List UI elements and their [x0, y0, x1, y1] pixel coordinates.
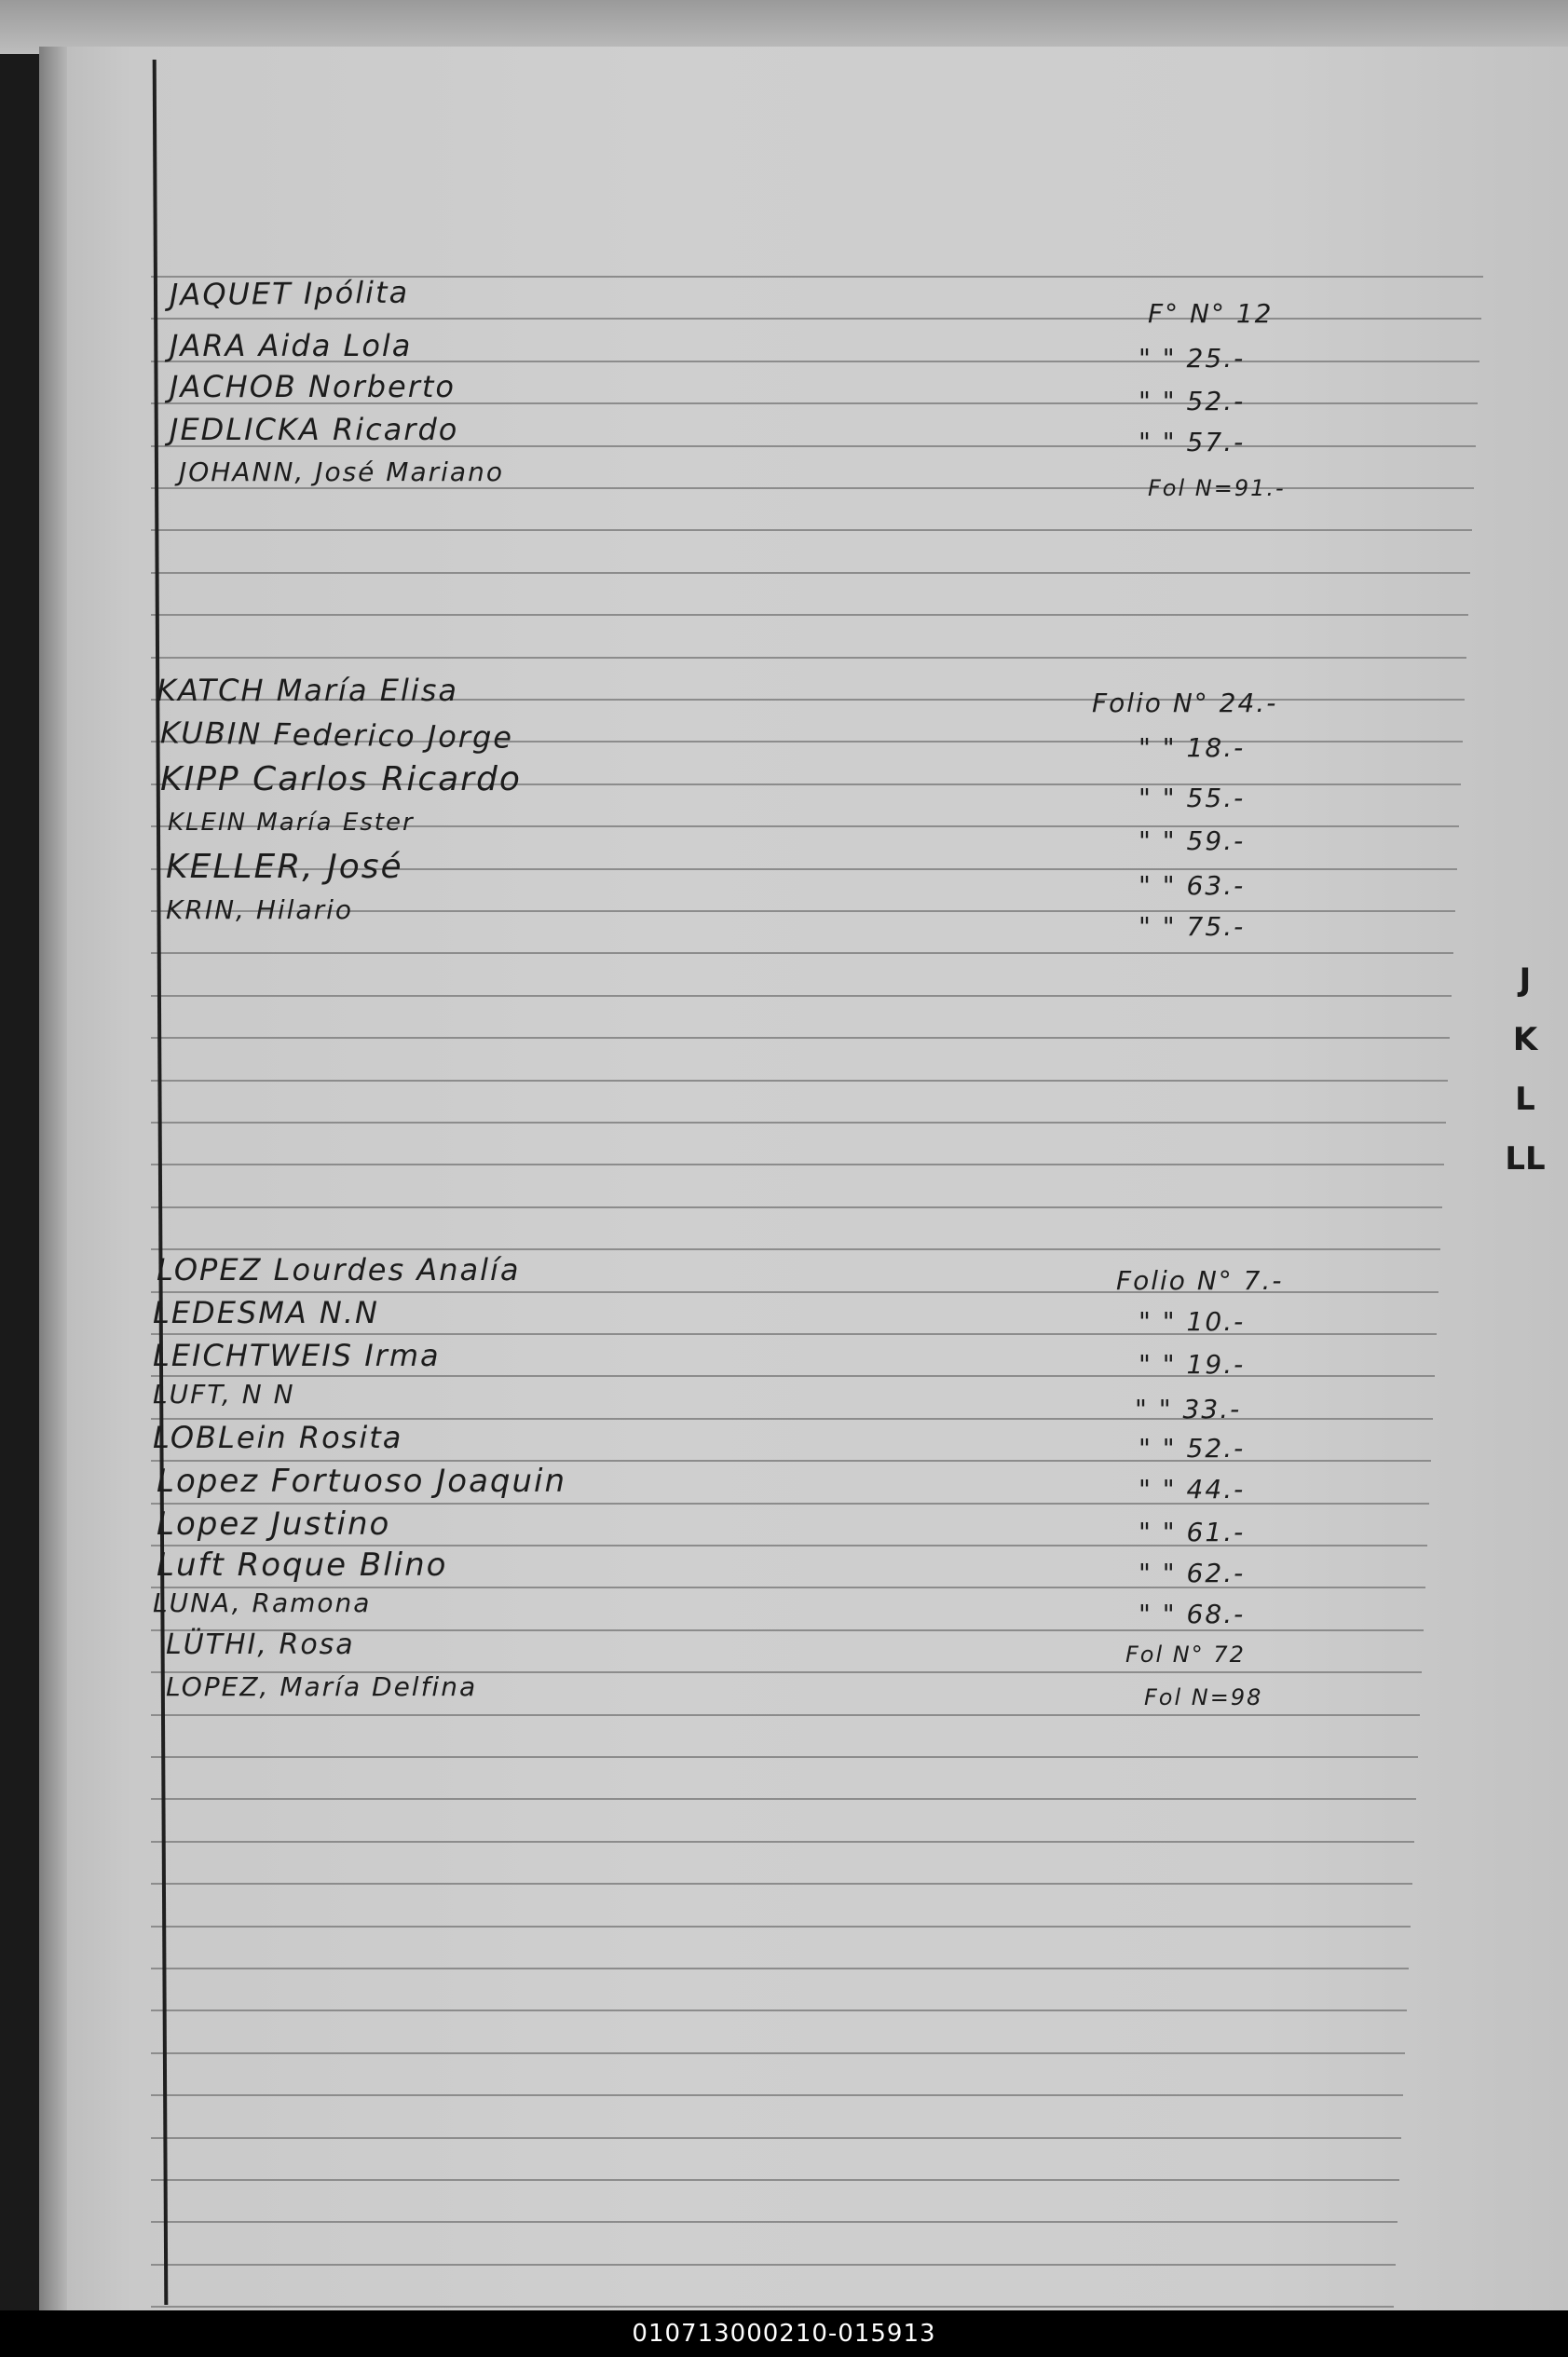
- ruled-line: [151, 614, 1468, 616]
- index-letter: J: [1519, 961, 1532, 999]
- entry-folio: " " 18.-: [1139, 732, 1246, 763]
- entry-folio: " " 59.-: [1139, 825, 1246, 856]
- entry-name: KRIN, Hilario: [166, 894, 354, 925]
- ruled-line: [151, 2052, 1405, 2054]
- ruled-line: [151, 1841, 1414, 1843]
- ruled-line: [151, 2221, 1398, 2223]
- entry-name: LÜTHI, Rosa: [166, 1628, 355, 1661]
- entry-folio: " " 57.-: [1139, 427, 1246, 457]
- entry-folio: Fol N=98: [1144, 1684, 1263, 1710]
- entry-folio: " " 25.-: [1139, 343, 1246, 374]
- entry-folio: " " 44.-: [1139, 1474, 1246, 1505]
- entry-name: JOHANN, José Mariano: [179, 456, 504, 487]
- entry-name: LEDESMA N.N: [153, 1295, 379, 1330]
- entry-name: LOPEZ Lourdes Analía: [157, 1252, 521, 1287]
- entry-folio: " " 61.-: [1139, 1517, 1246, 1547]
- entry-name: KATCH María Elisa: [157, 673, 458, 708]
- ruled-line: [151, 1926, 1411, 1928]
- entry-folio: Fol N=91.-: [1148, 475, 1286, 501]
- ruled-line: [151, 657, 1466, 659]
- entry-folio: Fol N° 72: [1125, 1642, 1246, 1668]
- ruled-line: [151, 1080, 1448, 1082]
- entry-folio: F° N° 12: [1148, 298, 1274, 329]
- index-letter: K: [1512, 1021, 1538, 1058]
- ruled-line: [151, 1206, 1442, 1208]
- ruled-line: [151, 952, 1453, 954]
- scan-id: 010713000210-015913: [0, 2310, 1568, 2357]
- spine-shadow: [39, 47, 67, 2310]
- entry-name: Luft Roque Blino: [157, 1546, 448, 1584]
- entry-folio: " " 33.-: [1135, 1394, 1242, 1424]
- ruled-line: [151, 318, 1481, 320]
- entry-folio: Folio N° 24.-: [1092, 688, 1278, 718]
- entry-name: LEICHTWEIS Irma: [153, 1338, 441, 1373]
- entry-name: KLEIN María Ester: [168, 809, 415, 837]
- ruled-line: [151, 572, 1470, 574]
- ruled-line: [151, 1122, 1446, 1124]
- ruled-line: [151, 995, 1452, 997]
- index-letter: LL: [1505, 1140, 1546, 1178]
- entry-name: KUBIN Federico Jorge: [159, 715, 514, 756]
- ledger-page: [39, 47, 1568, 2310]
- entry-folio: " " 10.-: [1139, 1306, 1246, 1337]
- entry-folio: Folio N° 7.-: [1116, 1265, 1284, 1296]
- entry-folio: " " 19.-: [1139, 1349, 1246, 1380]
- index-tab: [1493, 950, 1558, 1189]
- ruled-line: [151, 529, 1472, 531]
- entry-folio: " " 55.-: [1139, 783, 1246, 813]
- index-letter: L: [1515, 1081, 1535, 1118]
- ruled-line: [151, 1883, 1412, 1885]
- ruled-line: [151, 1714, 1420, 1716]
- ruled-line: [151, 1798, 1416, 1800]
- entry-folio: " " 75.-: [1139, 911, 1246, 942]
- entry-name: Lopez Fortuoso Joaquin: [157, 1463, 567, 1500]
- entry-name: KELLER, José: [166, 848, 403, 886]
- entry-folio: " " 62.-: [1139, 1558, 1246, 1588]
- ruled-line: [151, 2094, 1403, 2096]
- entry-name: LUNA, Ramona: [153, 1587, 372, 1618]
- ruled-line: [151, 2264, 1396, 2266]
- ruled-line: [151, 2010, 1407, 2011]
- entry-name: JAQUET Ipólita: [169, 274, 410, 313]
- entry-name: LOBLein Rosita: [153, 1420, 403, 1455]
- entry-folio: " " 52.-: [1139, 386, 1246, 416]
- entry-folio: " " 52.-: [1139, 1433, 1246, 1464]
- ruled-line: [151, 1756, 1418, 1758]
- ruled-line: [151, 2306, 1394, 2308]
- entry-name: JACHOB Norberto: [170, 369, 456, 404]
- entry-name: Lopez Justino: [157, 1505, 391, 1543]
- ruled-line: [151, 1968, 1409, 1969]
- entry-name: JEDLICKA Ricardo: [170, 412, 459, 447]
- ruled-line: [151, 1164, 1444, 1165]
- ruled-line: [151, 2137, 1401, 2139]
- entry-name: JARA Aida Lola: [170, 328, 413, 363]
- ruled-line: [151, 2179, 1399, 2181]
- ruled-line: [151, 1037, 1450, 1039]
- entry-folio: " " 63.-: [1139, 870, 1246, 901]
- ruled-line: [151, 1248, 1440, 1250]
- entry-name: LUFT, N N: [153, 1379, 295, 1410]
- entry-folio: " " 68.-: [1139, 1599, 1246, 1629]
- entry-name: LOPEZ, María Delfina: [166, 1671, 478, 1702]
- entry-name: KIPP Carlos Ricardo: [160, 760, 522, 798]
